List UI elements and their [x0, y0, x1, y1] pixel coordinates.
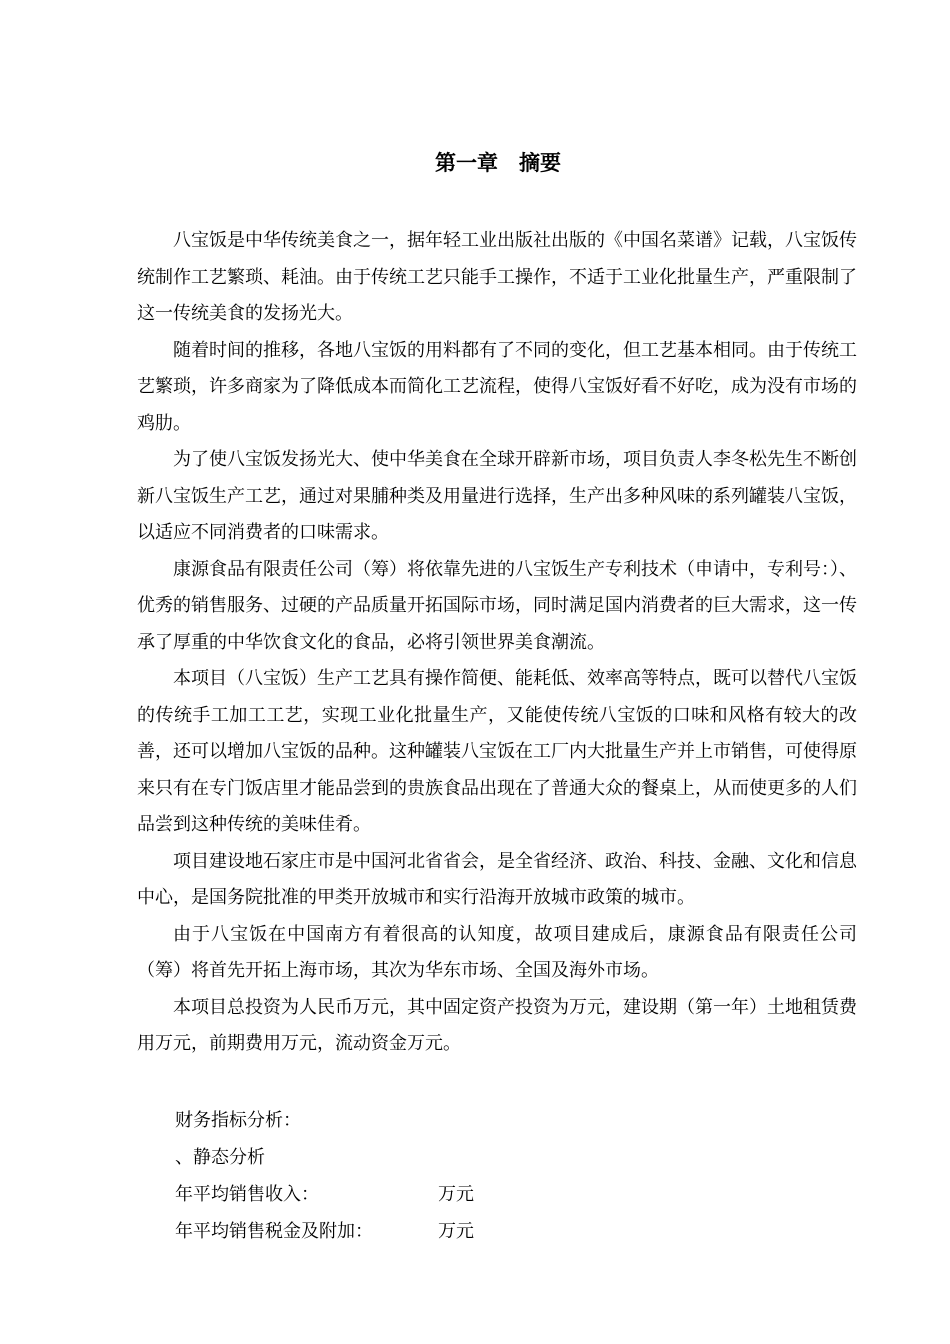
financial-row-unit: 万元: [438, 1221, 474, 1242]
paragraph: 为了使八宝饭发扬光大、使中华美食在全球开辟新市场，项目负责人李冬松先生不断创新八宝饭生产工艺，通过对果脯种类及用量进行选择，生产出多种风味的系列罐装八宝饭，以适应不同消费者的口味需求。: [137, 449, 857, 543]
paragraph: 由于八宝饭在中国南方有着很高的认知度，故项目建成后，康源食品有限责任公司（筹）将首先开拓上海市场，其次为华东市场、全国及海外市场。: [137, 923, 857, 981]
paragraph: 项目建设地石家庄市是中国河北省省会，是全省经济、政治、科技、金融、文化和信息中心，是国务院批准的甲类开放城市和实行沿海开放城市政策的城市。: [137, 850, 857, 908]
abstract-body: [137, 223, 857, 1063]
financial-row-label: 年平均销售收入：: [175, 1184, 319, 1205]
paragraph: 康源食品有限责任公司（筹）将依靠先进的八宝饭生产专利技术（申请中，专利号：）、优秀的销售服务、过硬的产品质量开拓国际市场，同时满足国内消费者的巨大需求，这一传承了厚重的中华饮食文化的食品，必将引领世界美食潮流。: [137, 558, 857, 653]
financial-row: [175, 1176, 775, 1213]
paragraph: 八宝饭是中华传统美食之一，据年轻工业出版社出版的《中国名菜谱》记载，八宝饭传统制作工艺繁琐、耗油。由于传统工艺只能手工操作，不适于工业化批量生产，严重限制了这一传统美食的发扬光大。: [137, 230, 857, 324]
chapter-title: 第一章 摘要: [435, 150, 561, 175]
paragraph: 本项目总投资为人民币万元，其中固定资产投资为万元，建设期（第一年）土地租赁费用万元，前期费用万元，流动资金万元。: [137, 996, 857, 1054]
financial-analysis: [175, 1102, 775, 1250]
financial-row: [175, 1213, 775, 1250]
financial-row-unit: 万元: [438, 1184, 474, 1205]
paragraph: 随着时间的推移，各地八宝饭的用料都有了不同的变化，但工艺基本相同。由于传统工艺繁琐，许多商家为了降低成本而简化工艺流程，使得八宝饭好看不好吃，成为没有市场的鸡肋。: [137, 339, 857, 434]
financial-heading: 财务指标分析：: [175, 1110, 301, 1131]
paragraph: 本项目（八宝饭）生产工艺具有操作简便、能耗低、效率高等特点，既可以替代八宝饭的传统手工加工工艺，实现工业化批量生产，又能使传统八宝饭的口味和风格有较大的改善，还可以增加八宝饭的品种。这种罐装八宝饭在工厂内大批量生产并上市销售，可使得原来只有在专门饭店里才能品尝到的贵族食品出现在了普通大众的餐桌上，从而使更多的人们品尝到这种传统的美味佳肴。: [137, 668, 857, 835]
financial-row-label: 年平均销售税金及附加：: [175, 1221, 373, 1242]
financial-subheading: 、静态分析: [175, 1147, 265, 1168]
